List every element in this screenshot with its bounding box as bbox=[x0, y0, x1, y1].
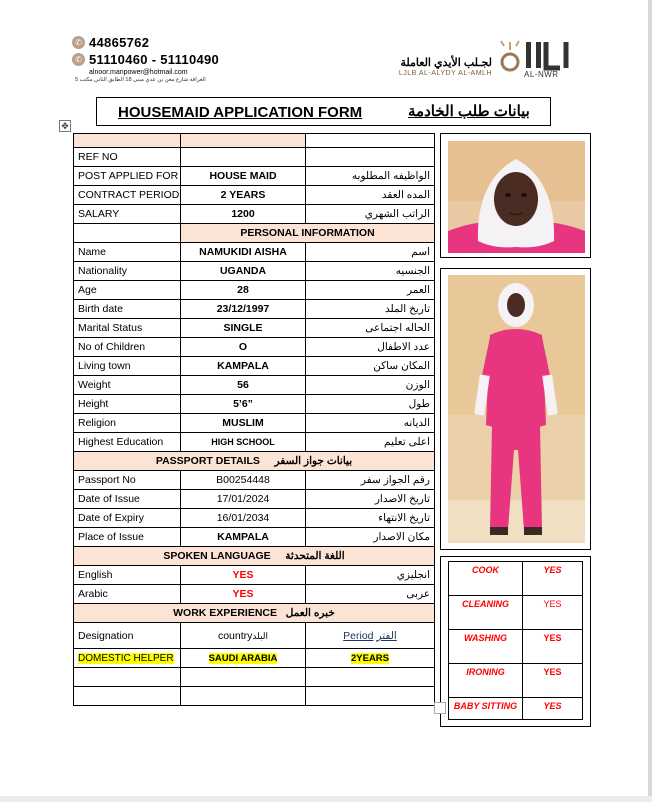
issue-arabic: تاريخ الاصدار bbox=[306, 490, 435, 509]
expiry-label: Date of Expiry bbox=[74, 509, 181, 528]
height-value: 5’6” bbox=[181, 395, 306, 414]
table-row bbox=[74, 262, 435, 281]
table-row bbox=[74, 243, 435, 262]
table-row bbox=[74, 338, 435, 357]
nationality-arabic: الجنسيه bbox=[306, 262, 435, 281]
table-row bbox=[74, 134, 435, 148]
table-row bbox=[74, 167, 435, 186]
table-row bbox=[74, 585, 435, 604]
table-row bbox=[74, 357, 435, 376]
education-label: Highest Education bbox=[74, 433, 181, 452]
headshot-photo bbox=[448, 141, 585, 253]
place-value: KAMPALA bbox=[181, 528, 306, 547]
work-header bbox=[74, 604, 435, 623]
passport-header-ar: بيانات جواز السفر bbox=[274, 455, 353, 467]
phone-number-2: 51110460 - 51110490 bbox=[89, 52, 220, 67]
exp-country: SAUDI ARABIA bbox=[208, 653, 278, 664]
table-row bbox=[74, 433, 435, 452]
logo-english-text: LJLB AL-ALYDY AL-AMLH bbox=[398, 70, 492, 77]
english-label: English bbox=[74, 566, 181, 585]
post-value: HOUSE MAID bbox=[181, 167, 306, 186]
contact-block bbox=[72, 34, 232, 83]
headshot-photo-frame bbox=[440, 133, 591, 258]
religion-value: MUSLIM bbox=[181, 414, 306, 433]
phone-icon: ✆ bbox=[72, 53, 85, 66]
passport-no-label: Passport No bbox=[74, 471, 181, 490]
age-arabic: العمر bbox=[306, 281, 435, 300]
place-label: Place of Issue bbox=[74, 528, 181, 547]
table-row bbox=[74, 528, 435, 547]
skill-value: YES bbox=[523, 630, 583, 664]
work-header-en: WORK EXPERIENCE bbox=[173, 607, 277, 619]
marital-value: SINGLE bbox=[181, 319, 306, 338]
country-label-ar: البلد bbox=[252, 630, 269, 641]
table-row bbox=[449, 664, 583, 698]
table-row bbox=[449, 630, 583, 664]
marital-arabic: الحاله اجتماعى bbox=[306, 319, 435, 338]
exp-designation-cell bbox=[74, 649, 181, 668]
language-header bbox=[74, 547, 435, 566]
weight-label: Weight bbox=[74, 376, 181, 395]
skill-value: YES bbox=[523, 596, 583, 630]
table-row bbox=[74, 300, 435, 319]
table-row bbox=[74, 623, 435, 649]
contract-label: CONTRACT PERIOD bbox=[74, 186, 181, 205]
skill-name: COOK bbox=[449, 562, 523, 596]
issue-value: 17/01/2024 bbox=[181, 490, 306, 509]
exp-country-cell bbox=[181, 649, 306, 668]
exp-designation: DOMESTIC HELPER bbox=[78, 653, 174, 664]
education-arabic: اعلى تعليم bbox=[306, 433, 435, 452]
resize-handle-icon[interactable] bbox=[434, 702, 446, 714]
name-label: Name bbox=[74, 243, 181, 262]
table-row bbox=[74, 566, 435, 585]
town-value: KAMPALA bbox=[181, 357, 306, 376]
table-row bbox=[449, 562, 583, 596]
birth-arabic: تاريخ الملد bbox=[306, 300, 435, 319]
table-row bbox=[74, 395, 435, 414]
arabic-value: YES bbox=[181, 585, 306, 604]
country-label: country bbox=[217, 629, 253, 642]
name-value: NAMUKIDI AISHA bbox=[181, 243, 306, 262]
personal-info-header: PERSONAL INFORMATION bbox=[181, 224, 435, 243]
english-arabic: انجليزي bbox=[306, 566, 435, 585]
nationality-label: Nationality bbox=[74, 262, 181, 281]
logo-arabic-text: لجـلب الأيدي العاملة bbox=[400, 57, 492, 69]
ref-arabic bbox=[306, 148, 435, 167]
table-row bbox=[74, 668, 435, 687]
post-label: POST APPLIED FOR bbox=[74, 167, 181, 186]
english-value: YES bbox=[181, 566, 306, 585]
post-arabic: الواظيفه المطلوبه bbox=[306, 167, 435, 186]
application-form-table bbox=[73, 133, 435, 706]
children-label: No of Children bbox=[74, 338, 181, 357]
expiry-arabic: تاريخ الانتهاء bbox=[306, 509, 435, 528]
age-value: 28 bbox=[181, 281, 306, 300]
table-row bbox=[74, 224, 435, 243]
arabic-arabic: عربى bbox=[306, 585, 435, 604]
weight-value: 56 bbox=[181, 376, 306, 395]
ref-value bbox=[181, 148, 306, 167]
table-row bbox=[74, 205, 435, 224]
table-row bbox=[449, 596, 583, 630]
office-address: الغرافة شارع معن بن عدي مبنى 18 الطابق الثاني مكتب 5 bbox=[75, 77, 206, 83]
table-row bbox=[74, 687, 435, 706]
title-english: HOUSEMAID APPLICATION FORM bbox=[118, 104, 363, 121]
ref-label: REF NO bbox=[74, 148, 181, 167]
phone-number-1: 44865762 bbox=[89, 35, 150, 50]
exp-period-cell bbox=[306, 649, 435, 668]
passport-no-arabic: رقم الجواز سفر bbox=[306, 471, 435, 490]
table-row bbox=[74, 319, 435, 338]
weight-arabic: الوزن bbox=[306, 376, 435, 395]
contract-value: 2 YEARS bbox=[181, 186, 306, 205]
passport-header-en: PASSPORT DETAILS bbox=[155, 455, 260, 467]
salary-value: 1200 bbox=[181, 205, 306, 224]
table-row bbox=[74, 414, 435, 433]
exp-period: 2YEARS bbox=[350, 653, 389, 664]
period-label: Period bbox=[343, 629, 374, 642]
passport-no-value: B00254448 bbox=[181, 471, 306, 490]
religion-arabic: الديانه bbox=[306, 414, 435, 433]
designation-label: Designation bbox=[74, 623, 181, 649]
language-header-ar: اللغة المتحدثة bbox=[285, 550, 345, 562]
nationality-value: UGANDA bbox=[181, 262, 306, 281]
page-edge bbox=[648, 0, 652, 802]
table-row bbox=[74, 471, 435, 490]
passport-header bbox=[74, 452, 435, 471]
place-arabic: مكان الاصدار bbox=[306, 528, 435, 547]
height-arabic: طول bbox=[306, 395, 435, 414]
expiry-value: 16/01/2034 bbox=[181, 509, 306, 528]
language-header-en: SPOKEN LANGUAGE bbox=[163, 550, 271, 562]
email-address: alnoor.manpower@hotmail.com bbox=[89, 69, 188, 76]
skill-name: BABY SITTING bbox=[449, 698, 523, 720]
salary-label: SALARY bbox=[74, 205, 181, 224]
table-move-handle-icon[interactable]: ✥ bbox=[59, 120, 71, 132]
country-label-cell bbox=[181, 623, 306, 649]
phone-row-2 bbox=[72, 51, 232, 68]
table-row bbox=[74, 509, 435, 528]
height-label: Height bbox=[74, 395, 181, 414]
children-value: O bbox=[181, 338, 306, 357]
town-arabic: المكان ساكن bbox=[306, 357, 435, 376]
arabic-label: Arabic bbox=[74, 585, 181, 604]
education-value: HIGH SCHOOL bbox=[181, 433, 306, 452]
period-label-ar: الفتر bbox=[376, 629, 397, 642]
table-row bbox=[74, 547, 435, 566]
page-bottom bbox=[0, 796, 652, 802]
table-row bbox=[74, 281, 435, 300]
table-row bbox=[74, 186, 435, 205]
skill-name: WASHING bbox=[449, 630, 523, 664]
skill-value: YES bbox=[523, 698, 583, 720]
table-row bbox=[74, 649, 435, 668]
salary-arabic: الراتب الشهري bbox=[306, 205, 435, 224]
fullbody-photo bbox=[448, 275, 585, 543]
fullbody-photo-frame bbox=[440, 268, 591, 550]
issue-label: Date of Issue bbox=[74, 490, 181, 509]
work-header-ar: خبره العمل bbox=[285, 607, 335, 619]
skill-name: CLEANING bbox=[449, 596, 523, 630]
table-row bbox=[74, 490, 435, 509]
table-row bbox=[74, 148, 435, 167]
period-label-cell bbox=[306, 623, 435, 649]
name-arabic: اسم bbox=[306, 243, 435, 262]
phone-row-1 bbox=[72, 34, 232, 51]
skills-table bbox=[448, 561, 583, 720]
skill-value: YES bbox=[523, 664, 583, 698]
contract-arabic: المده العقد bbox=[306, 186, 435, 205]
table-row bbox=[74, 604, 435, 623]
title-arabic: بيانات طلب الخادمة bbox=[408, 103, 530, 120]
town-label: Living town bbox=[74, 357, 181, 376]
skill-name: IRONING bbox=[449, 664, 523, 698]
birth-value: 23/12/1997 bbox=[181, 300, 306, 319]
skill-value: YES bbox=[523, 562, 583, 596]
phone-icon: ✆ bbox=[72, 36, 85, 49]
age-label: Age bbox=[74, 281, 181, 300]
table-row bbox=[449, 698, 583, 720]
table-row bbox=[74, 376, 435, 395]
birth-label: Birth date bbox=[74, 300, 181, 319]
table-row bbox=[74, 452, 435, 471]
logo-name: AL-NWR bbox=[524, 70, 559, 79]
marital-label: Marital Status bbox=[74, 319, 181, 338]
children-arabic: عدد الاطفال bbox=[306, 338, 435, 357]
religion-label: Religion bbox=[74, 414, 181, 433]
